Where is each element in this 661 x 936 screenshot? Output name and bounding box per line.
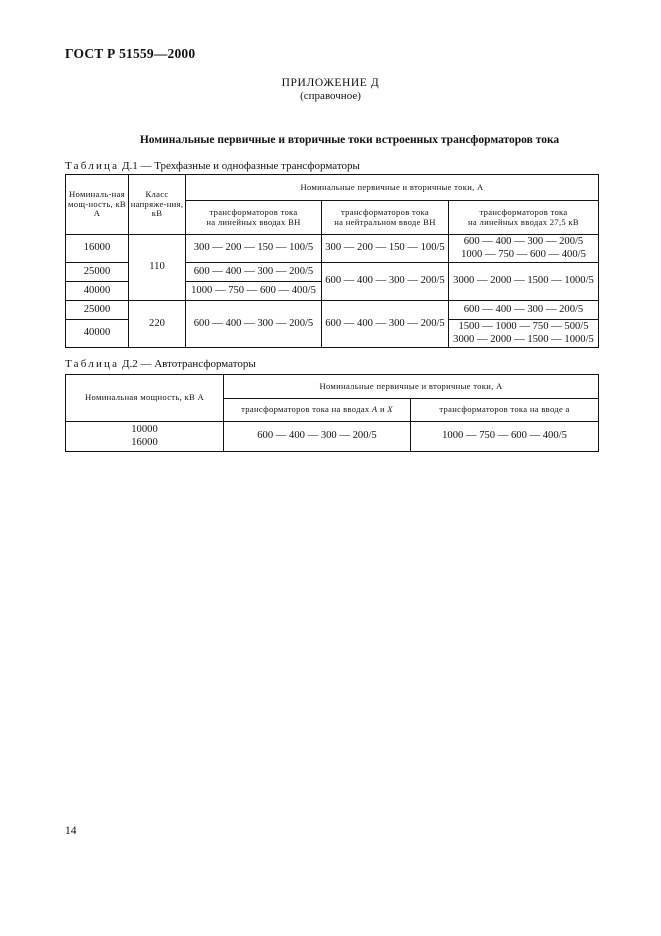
table2-header-inputs-ax-and: и: [379, 404, 385, 415]
table1-caption: [65, 160, 360, 172]
table1-cell-neutral-hv: 300 — 200 — 150 — 100/5: [322, 235, 449, 263]
table1-header-neutral-hv-2: на нейтральном вводе ВН: [334, 216, 436, 227]
table2-cell-power-1: 10000: [131, 424, 158, 436]
table2-caption-prefix: Таблица: [65, 358, 120, 370]
table1-cell-power: 40000: [66, 282, 129, 301]
table1-header-line-275: [449, 201, 599, 235]
table2-cell-power-2: 16000: [131, 436, 158, 448]
table2-header-currents: Номинальные первичные и вторичные токи, А: [224, 375, 599, 399]
table1-header-currents: Номинальные первичные и вторичные токи, А: [186, 175, 599, 201]
appendix-subtitle: (справочное): [300, 90, 361, 102]
table2-header-inputs-ax-a: А: [371, 404, 378, 415]
table1-cell-line-hv: 1000 — 750 — 600 — 400/5: [186, 282, 322, 301]
page-number: 14: [65, 825, 77, 837]
table1-cell-power: 16000: [66, 235, 129, 263]
table1-cell-neutral-hv: 600 — 400 — 300 — 200/5: [322, 301, 449, 348]
table1-caption-text: Д.1 — Трехфазные и однофазные трансформаторы: [121, 160, 360, 172]
table1-cell-power: 25000: [66, 301, 129, 320]
table1-cell-line-hv: 600 — 400 — 300 — 200/5: [186, 263, 322, 282]
table1-header-line-hv-1: трансформаторов тока: [209, 206, 298, 217]
table2: [65, 374, 599, 452]
section-heading: Номинальные первичные и вторичные токи встроенных трансформаторов тока: [139, 134, 560, 146]
table1-cell-line-275-b: 3000 — 2000 — 1500 — 1000/5: [453, 333, 594, 345]
table1-header-neutral-hv-1: трансформаторов тока: [340, 206, 430, 217]
appendix-title: ПРИЛОЖЕНИЕ Д: [281, 77, 380, 89]
table2-header-power: Номинальная мощность, кВ А: [66, 375, 224, 422]
table1-cell-line-275-a: 600 — 400 — 300 — 200/5: [463, 236, 584, 248]
table2-header-input-a: трансформаторов тока на вводе а: [411, 399, 599, 422]
table2-caption: [65, 358, 256, 370]
table1-cell-voltage: 220: [129, 301, 186, 348]
table1-cell-line-275: 600 — 400 — 300 — 200/5: [449, 301, 599, 320]
table2-cell-inputs-ax: 600 — 400 — 300 — 200/5: [224, 422, 411, 452]
table2-header-inputs-ax-x: Х: [387, 404, 393, 415]
table1-cell-line-275-a: 1500 — 1000 — 750 — 500/5: [458, 321, 589, 333]
table1-cell-power: 40000: [66, 320, 129, 348]
table1-cell-voltage: 110: [129, 235, 186, 301]
table1-cell-line-275: [449, 320, 599, 348]
table1-header-line-275-1: трансформаторов тока: [479, 206, 568, 217]
table2-header-inputs-ax-prefix: трансформаторов тока на вводах: [241, 404, 370, 415]
table1-cell-line-275-b: 1000 — 750 — 600 — 400/5: [461, 248, 586, 260]
table1-header-voltage-class: Класс напряже-ния, кВ: [129, 175, 186, 235]
table1-header-line-hv: [186, 201, 322, 235]
table1-cell-power: 25000: [66, 263, 129, 282]
table1-header-line-275-2: на линейных вводах 27,5 кВ: [468, 216, 579, 227]
table1-cell-neutral-hv: 600 — 400 — 300 — 200/5: [322, 263, 449, 301]
table2-header-inputs-ax: [224, 399, 411, 422]
table2-caption-text: Д.2 — Автотрансформаторы: [121, 358, 256, 370]
table1-header-line-hv-2: на линейных вводах ВН: [206, 216, 301, 227]
table1-cell-line-275: 3000 — 2000 — 1500 — 1000/5: [449, 263, 599, 301]
table1-header-power: Номиналь-ная мощ-ность, кВ А: [66, 175, 129, 235]
table1-cell-line-hv: 600 — 400 — 300 — 200/5: [186, 301, 322, 348]
table1-caption-prefix: Таблица: [65, 160, 120, 172]
standard-code: ГОСТ Р 51559—2000: [65, 46, 196, 61]
table2-cell-power: [66, 422, 224, 452]
table1-cell-line-275: [449, 235, 599, 263]
table1: [65, 174, 599, 348]
table1-header-neutral-hv: [322, 201, 449, 235]
table1-cell-line-hv: 300 — 200 — 150 — 100/5: [186, 235, 322, 263]
table2-cell-input-a: 1000 — 750 — 600 — 400/5: [411, 422, 599, 452]
